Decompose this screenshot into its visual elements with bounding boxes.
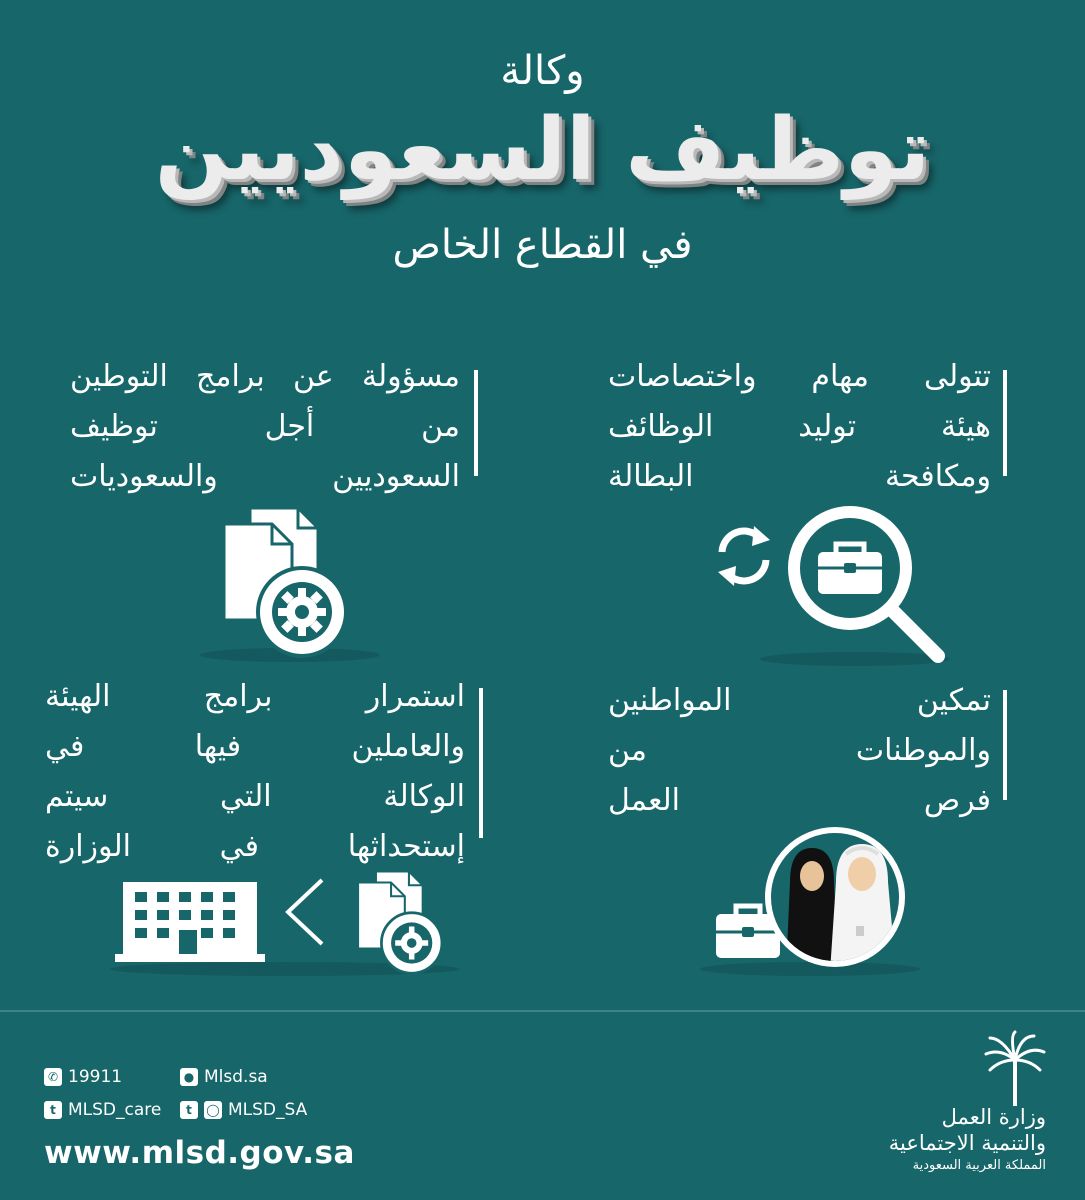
text-block-top-right [608,352,991,502]
twitter-icon: t [180,1101,198,1119]
website-link[interactable]: www.mlsd.gov.sa [44,1135,355,1171]
building-icon [115,876,265,964]
text-block-bottom-right [608,676,991,826]
refresh-icon [708,520,780,592]
text-block-top-left [70,352,460,502]
footer-divider [0,1010,1085,1012]
social-main-handle: MLSD_SA [228,1100,308,1120]
arrow-left-icon [282,876,328,948]
contact-twitter-care[interactable] [44,1100,161,1120]
block-line: من أجل توظيف [70,409,460,444]
phone-number: 19911 [68,1067,123,1087]
documents-gear-icon [210,500,360,660]
divider-bar [474,370,478,476]
block-line: ومكافحة البطالة [608,459,991,494]
block-line: تمكين المواطنين [608,683,991,718]
snapchat-icon: ● [180,1068,198,1086]
header-subtitle: في القطاع الخاص [392,222,693,268]
block-line: والموطنات من [608,733,991,768]
magnifier-briefcase-icon [782,500,952,670]
block-line: والعاملين فيها في [45,729,465,764]
contact-phone[interactable] [44,1067,122,1087]
block-line: مسؤولة عن برامج التوطين [70,359,460,394]
documents-gear-icon [345,866,455,976]
twitter-icon: t [44,1101,62,1119]
phone-icon: ✆ [44,1068,62,1086]
ministry-logo-text [820,1104,1046,1176]
page-title: توظيف السعوديين [154,100,931,200]
snapchat-handle: Mlsd.sa [204,1067,268,1087]
divider-bar [1003,370,1007,476]
ministry-name-line1: وزارة العمل [941,1105,1046,1129]
block-line: إستحداثها في الوزارة [45,829,465,864]
ministry-name-line2: والتنمية الاجتماعية [888,1131,1046,1155]
text-block-bottom-left [45,672,465,872]
citizens-icon [760,822,910,972]
header-pre-title: وكالة [500,48,585,94]
block-line: هيئة توليد الوظائف [608,409,991,444]
divider-bar [479,688,483,838]
instagram-icon: ◯ [204,1101,222,1119]
palm-tree-logo-icon [980,1030,1050,1110]
block-line: فرص العمل [608,783,991,818]
contact-snapchat[interactable] [180,1067,268,1087]
contact-social-main[interactable] [180,1100,307,1120]
kingdom-name: المملكة العربية السعودية [912,1158,1046,1173]
divider-bar [1003,690,1007,800]
block-line: تتولى مهام واختصاصات [608,359,991,394]
block-line: الوكالة التي سيتم [45,779,465,814]
block-line: استمرار برامج الهيئة [45,679,465,714]
twitter-care-handle: MLSD_care [68,1100,162,1120]
block-line: السعوديين والسعوديات [70,459,460,494]
